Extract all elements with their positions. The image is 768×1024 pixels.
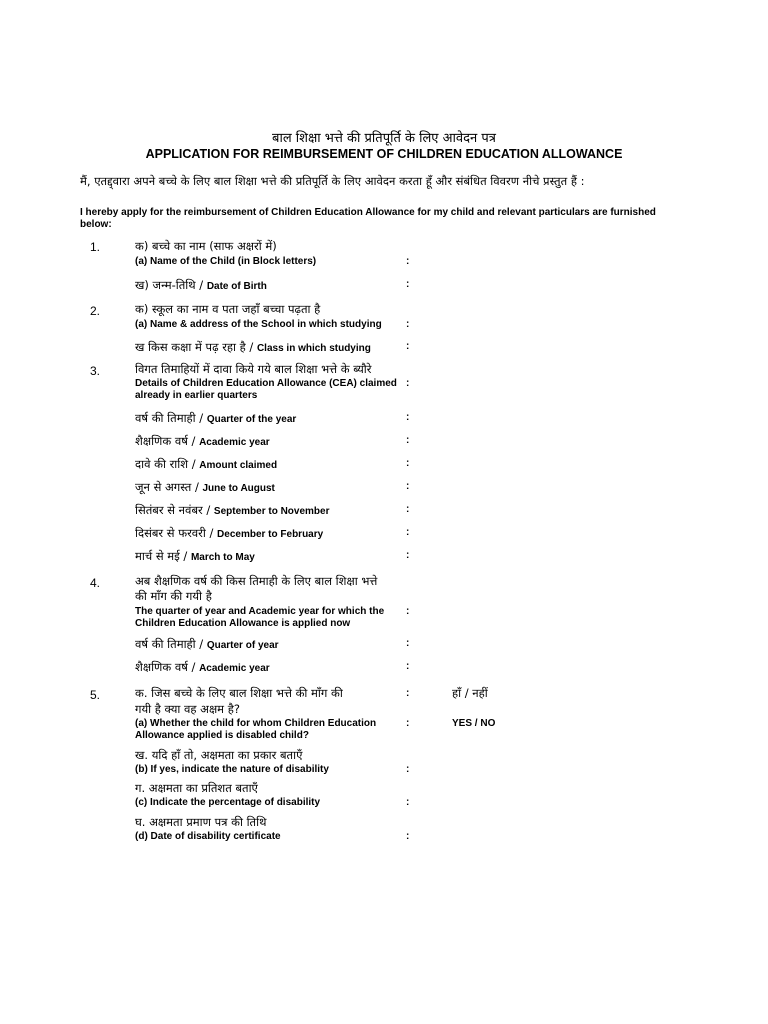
s3-row-colon: :: [406, 527, 410, 538]
s5-c-english: (c) Indicate the percentage of disability: [135, 797, 321, 808]
s4-english-line-1: The quarter of year and Academic year for which the: [135, 606, 385, 617]
s3-english-line-2: already in earlier quarters: [135, 390, 258, 401]
s2-a-hindi: क) स्कूल का नाम व पता जहाँ बच्चा पढ़ता है: [135, 302, 321, 316]
s1-a-english: (a) Name of the Child (in Block letters): [135, 256, 317, 267]
s3-row-english: December to February: [217, 529, 324, 540]
s5-c-hindi: ग. अक्षमता का प्रतिशत बताएँ: [135, 781, 258, 795]
s5-d-hindi: घ. अक्षमता प्रमाण पत्र की तिथि: [135, 815, 267, 829]
s3-hindi: विगत तिमाहियों में दावा किये गये बाल शिक्षा भत्ते के ब्यौरे: [135, 362, 372, 376]
s3-row-hindi: मार्च से मई /: [135, 549, 191, 563]
s1-b-colon: :: [406, 279, 410, 290]
s4-row-hindi: वर्ष की तिमाही /: [135, 637, 207, 651]
s3-row-colon: :: [406, 481, 410, 492]
s1-a-hindi: क) बच्चे का नाम (साफ अक्षरों में): [135, 239, 277, 253]
s4-colon: :: [406, 606, 410, 617]
s3-row-colon: :: [406, 458, 410, 469]
s1-a-colon: :: [406, 256, 410, 267]
s4-row-english: Quarter of year: [206, 640, 279, 651]
s3-row-hindi: जून से अगस्त /: [135, 480, 203, 494]
s3-row-hindi: सितंबर से नवंबर /: [135, 503, 214, 517]
s5-b-colon: :: [406, 764, 410, 775]
s3-row-english: September to November: [213, 506, 330, 517]
s3-row-hindi: वर्ष की तिमाही /: [135, 411, 207, 425]
s5-b-hindi: ख. यदि हाँ तो, अक्षमता का प्रकार बताएँ: [135, 748, 303, 762]
section-3-number: 3.: [90, 364, 101, 378]
s3-row-english: Quarter of the year: [206, 414, 297, 425]
s3-colon: :: [406, 378, 410, 389]
s3-english-line-1: Details of Children Education Allowance (CEA) claimed: [135, 378, 397, 389]
section-1-number: 1.: [90, 240, 101, 254]
s3-row: [135, 478, 275, 496]
s2-a-colon: :: [406, 319, 410, 330]
s2-b-label: [135, 338, 371, 356]
s5-a-hindi-answer: हाँ / नहीं: [452, 686, 488, 700]
s2-b-english: Class in which studying: [256, 343, 371, 354]
s1-b-english: Date of Birth: [206, 281, 267, 292]
s3-row: [135, 432, 270, 450]
s3-row: [135, 501, 330, 519]
title-hindi: बाल शिक्षा भत्ते की प्रतिपूर्ति के लिए आवेदन पत्र: [272, 131, 496, 146]
s3-row: [135, 547, 255, 565]
s3-row-english: Amount claimed: [199, 460, 278, 471]
s4-hindi-line-2: की माँग की गयी है: [135, 589, 212, 603]
s5-a-hindi-line-2: गयी है क्या वह अक्षम है?: [135, 702, 240, 716]
s3-row-english: March to May: [190, 552, 255, 563]
s5-c-colon: :: [406, 797, 410, 808]
s3-row-colon: :: [406, 550, 410, 561]
section-2-number: 2.: [90, 304, 101, 318]
s4-english-line-2: Children Education Allowance is applied now: [135, 618, 351, 629]
s2-b-colon: :: [406, 341, 410, 352]
section-4-number: 4.: [90, 576, 101, 590]
s4-row-colon: :: [406, 638, 410, 649]
s4-row-hindi: शैक्षणिक वर्ष /: [135, 660, 200, 674]
s2-a-english: (a) Name & address of the School in which studying: [135, 319, 382, 330]
s3-row-hindi: दिसंबर से फरवरी /: [135, 526, 218, 540]
s5-d-colon: :: [406, 831, 410, 842]
intro-hindi: मैं, एतद्द्वारा अपने बच्चे के लिए बाल शिक्षा भत्ते की प्रतिपूर्ति के लिए आवेदन करता हूँ और संबंधित विवरण नीचे प्रस्तुत हैं :: [80, 174, 585, 188]
s5-a-hindi-colon: :: [406, 688, 410, 699]
s2-b-hindi: ख किस कक्षा में पढ़ रहा है /: [135, 340, 257, 354]
section-5-number: 5.: [90, 688, 101, 702]
s4-row: [135, 635, 279, 653]
s3-row: [135, 455, 277, 473]
s3-row-colon: :: [406, 435, 410, 446]
s5-a-hindi-line-1: क. जिस बच्चे के लिए बाल शिक्षा भत्ते की माँग की: [135, 686, 343, 700]
intro-english: I hereby apply for the reimbursement of Children Education Allowance for my child and relevant particulars are furnished below:: [80, 207, 656, 230]
s3-row: [135, 409, 296, 427]
s3-row-hindi: शैक्षणिक वर्ष /: [135, 434, 200, 448]
s3-row-colon: :: [406, 504, 410, 515]
s3-row-colon: :: [406, 412, 410, 423]
title-english: APPLICATION FOR REIMBURSEMENT OF CHILDREN EDUCATION ALLOWANCE: [145, 147, 623, 161]
s3-row-english: June to August: [202, 483, 275, 494]
s5-a-english-answer: YES / NO: [452, 718, 496, 729]
s1-b-hindi: ख) जन्म-तिथि /: [135, 278, 207, 292]
s5-a-english-line-1: (a) Whether the child for whom Children Education: [135, 718, 377, 729]
s5-a-english-colon: :: [406, 718, 410, 729]
s1-b-label: [135, 276, 267, 294]
s3-row-english: Academic year: [199, 437, 270, 448]
s5-b-english: (b) If yes, indicate the nature of disability: [135, 764, 329, 775]
s4-row: [135, 658, 270, 676]
s3-row: [135, 524, 323, 542]
s3-row-hindi: दावे की राशि /: [135, 457, 200, 471]
s4-row-english: Academic year: [199, 663, 270, 674]
s5-d-english: (d) Date of disability certificate: [135, 831, 281, 842]
s4-row-colon: :: [406, 661, 410, 672]
s5-a-english-line-2: Allowance applied is disabled child?: [135, 730, 309, 741]
s4-hindi-line-1: अब शैक्षणिक वर्ष की किस तिमाही के लिए बाल शिक्षा भत्ते: [135, 574, 378, 588]
